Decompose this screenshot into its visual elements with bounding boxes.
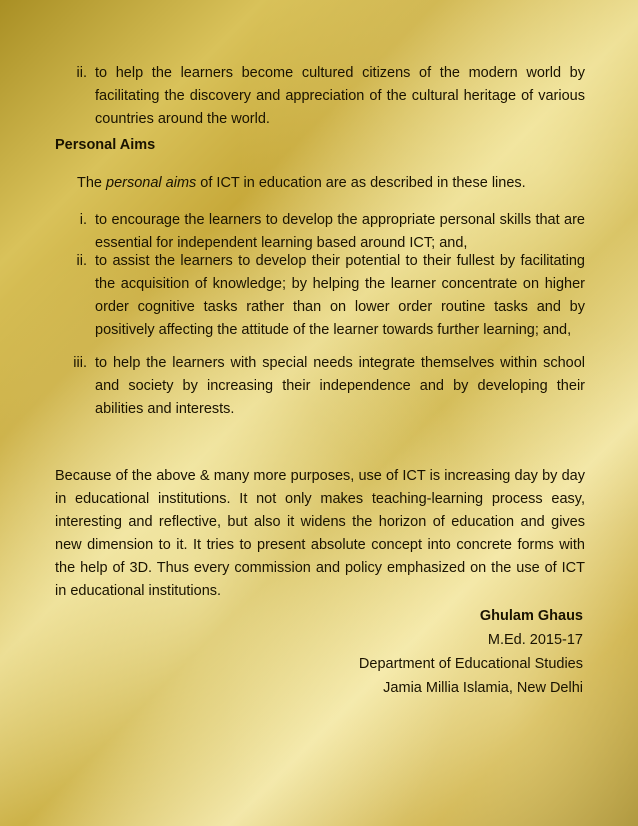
author-institution: Jamia Millia Islamia, New Delhi [383,680,583,696]
author-department: Department of Educational Studies [358,656,583,672]
list-item [55,209,585,255]
list-number: i. [79,212,87,228]
signature-block [359,604,583,700]
intro-sentence [77,172,526,195]
list-item [55,352,585,421]
list-item [55,250,585,342]
author-name: Ghulam Ghaus [479,608,583,624]
list-text: to help the learners become cultured citizens of the modern world by facilitating the discovery and appreciation of the cultural heritage of various countries around the world. [95,65,585,127]
list-number: ii. [76,65,87,81]
intro-emphasis: personal aims [106,175,197,191]
list-number: iii. [73,355,87,371]
intro-text: of ICT in education are as described in these lines. [196,175,526,191]
conclusion-paragraph: Because of the above & many more purposes, use of ICT is increasing day by day in educational institutions. It not only makes teaching-learning process easy, interesting and reflective, but also it widens the horizon of education and gives new dimension to it. It tries to present absolute concept into concrete forms with the help of 3D. Thus every commission and policy emphasized on the use of ICT in educational institutions. [55,468,585,599]
list-text: to encourage the learners to develop the appropriate personal skills that are essential for independent learning based around ICT; and, [95,212,585,251]
list-text: to help the learners with special needs integrate themselves within school and society by increasing their independence and by developing their abilities and interests. [95,355,585,417]
intro-text: The [77,175,107,191]
section-heading: Personal Aims [55,137,156,153]
list-item [55,62,585,131]
list-number: ii. [76,253,87,269]
author-degree: M.Ed. 2015-17 [487,632,583,648]
list-text: to assist the learners to develop their potential to their fullest by facilitating the acquisition of knowledge; by helping the learner concentrate on higher order cognitive tasks rather than on lower order routine tasks and by positively affecting the attitude of the learner towards further learning; and, [95,253,585,338]
